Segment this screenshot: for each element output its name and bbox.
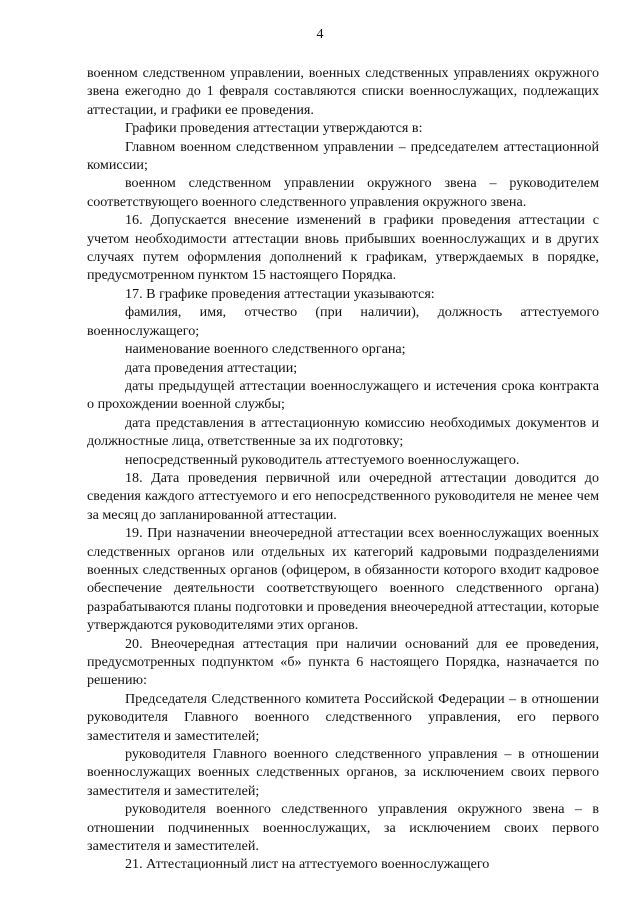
list-item-main-head: руководителя Главного военного следственного управления – в отношении военнослужащих военных следственных органов, за исключением своих первого заместителя и заместителей; bbox=[87, 746, 599, 799]
list-item-documents-date: дата представления в аттестационную комиссию необходимых документов и должностные лица, ответственные за их подготовку; bbox=[87, 414, 599, 450]
list-item-full-name: фамилия, имя, отчество (при наличии), должность аттестуемого военнослужащего; bbox=[87, 304, 599, 339]
paragraph-district-directorate: военном следственном управлении окружного звена – руководителем соответствующего военного следственного управления окружного звена. bbox=[87, 175, 599, 210]
list-item-previous-dates: даты предыдущей аттестации военнослужащего и истечения срока контракта о прохождении военной службы; bbox=[87, 377, 599, 413]
list-item-direct-supervisor: непосредственный руководитель аттестуемого военнослужащего. bbox=[125, 451, 520, 468]
paragraph-16: 16. Допускается внесение изменений в графики проведения аттестации с учетом необходимости аттестации вновь прибывших военнослужащих и в других случаях путем оформления дополнений к графикам, утверждаемых в порядке, предусмотренном пунктом 15 настоящего Порядка. bbox=[87, 212, 599, 284]
paragraph-20: 20. Внеочередная аттестация при наличии оснований для ее проведения, предусмотренных подпунктом «б» пункта 6 настоящего Порядка, назначается по решению: bbox=[87, 635, 599, 689]
document-body bbox=[87, 64, 599, 874]
paragraph-18: 18. Дата проведения первичной или очередной аттестации доводится до сведения каждого аттестуемого и его непосредственного руководителя не менее чем за месяц до запланированной аттестации. bbox=[87, 469, 599, 523]
paragraph-19: 19. При назначении внеочередной аттестации всех военнослужащих военных следственных органов или отдельных их категорий кадровыми подразделениями военных следственных органов (офицером, в обязанности которого входит кадровое обеспечение деятельности соответствующего военного следственного органа) разрабатываются планы подготовки и проведения внеочередной аттестации, которые утверждаются руководителями этих органов. bbox=[87, 525, 599, 634]
list-item-attestation-date: дата проведения аттестации; bbox=[125, 359, 298, 376]
page-number: 4 bbox=[316, 27, 324, 42]
paragraph-17: 17. В графике проведения аттестации указываются: bbox=[125, 285, 435, 302]
paragraph-schedules-approval: Графики проведения аттестации утверждаются в: bbox=[125, 120, 423, 137]
paragraph-main-directorate: Главном военном следственном управлении – председателем аттестационной комиссии; bbox=[87, 138, 599, 174]
list-item-district-head: руководителя военного следственного управления окружного звена – в отношении подчиненных военнослужащих, за исключением своих первого заместителя и заместителей. bbox=[87, 801, 599, 855]
paragraph-21: 21. Аттестационный лист на аттестуемого военнослужащего bbox=[125, 856, 490, 873]
list-item-body-name: наименование военного следственного органа; bbox=[125, 341, 406, 358]
list-item-chairman: Председателя Следственного комитета Российской Федерации – в отношении руководителя Главного военного следственного управления, его первого заместителя и заместителей; bbox=[87, 690, 599, 744]
paragraph-15-continuation: военном следственном управлении, военных следственных управлениях окружного звена ежегодно до 1 февраля составляются списки военнослужащих, подлежащих аттестации, и графики ее проведения. bbox=[87, 65, 599, 118]
